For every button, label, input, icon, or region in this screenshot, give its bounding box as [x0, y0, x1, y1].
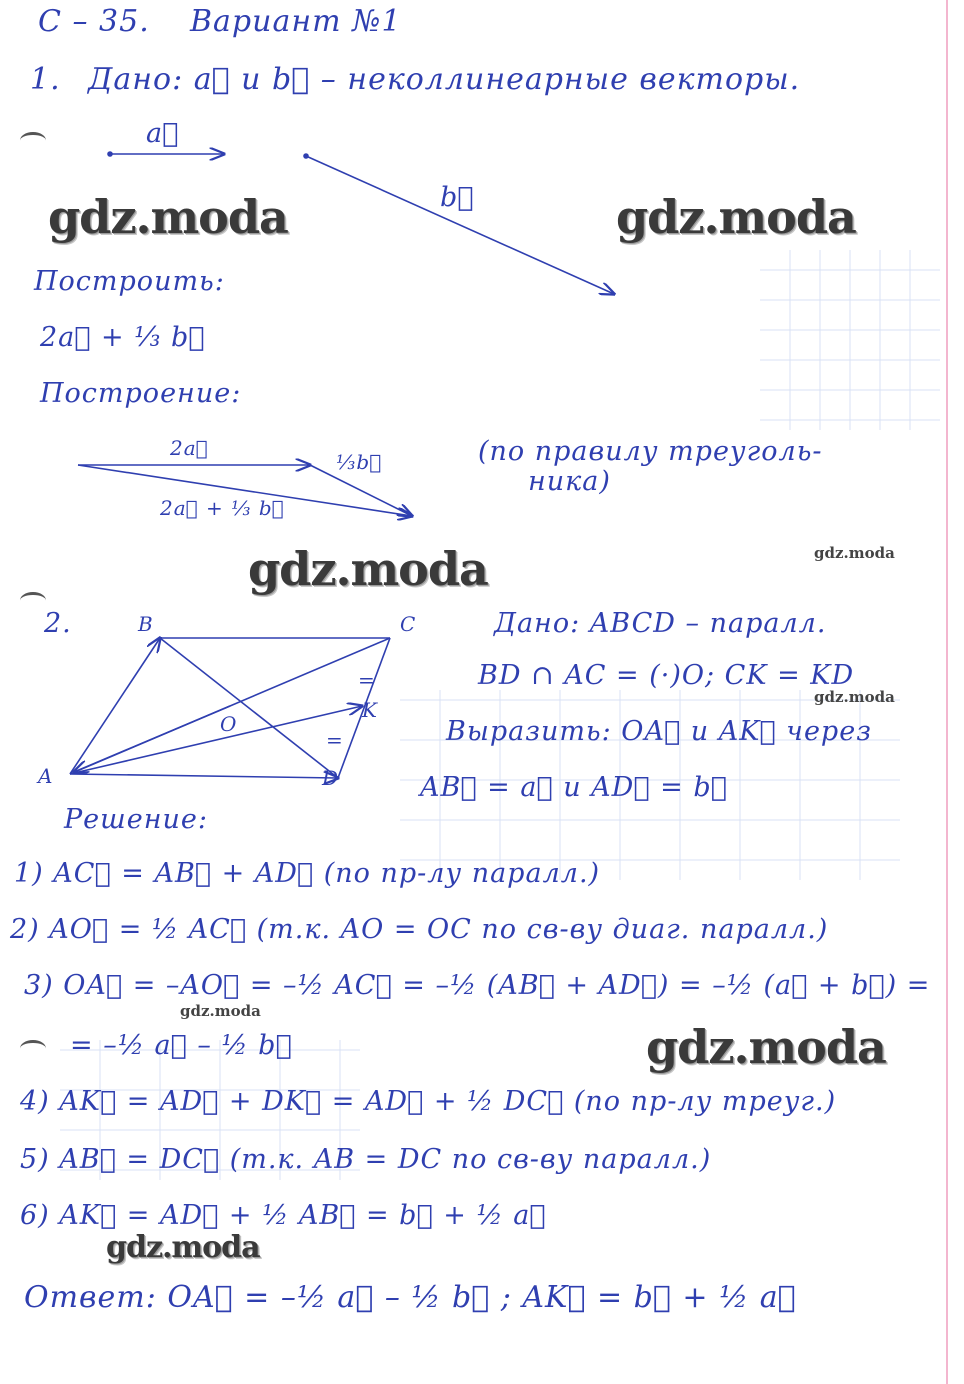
- problem-2-express-1: Выразить: OA⃗ и AK⃗ через: [446, 716, 872, 747]
- vector-b-start: [304, 154, 308, 158]
- solution-step-3-cont: = –½ a⃗ – ½ b⃗: [70, 1030, 293, 1061]
- side-AD: [70, 774, 338, 778]
- solution-step-6: 6) AK⃗ = AD⃗ + ½ AB⃗ = b⃗ + ½ a⃗: [20, 1200, 547, 1231]
- vector-b-label: b⃗: [440, 182, 475, 213]
- vector-AK: [70, 706, 362, 774]
- vector-a-label: a⃗: [146, 118, 180, 149]
- watermark-small: gdz.moda: [814, 544, 895, 562]
- label-2a: 2a⃗: [170, 436, 209, 460]
- point-O: O: [220, 712, 238, 736]
- solution-title: Решение:: [64, 804, 208, 835]
- problem-2-number: 2.: [44, 608, 72, 639]
- watermark-small: gdz.moda: [180, 1002, 261, 1020]
- diagonal-BD: [160, 638, 338, 778]
- label-third-b: ⅓b⃗: [336, 450, 383, 474]
- construct-title: Построить:: [34, 266, 225, 297]
- problem-2-given-2: BD ∩ AC = (·)O; CK = KD: [478, 660, 855, 691]
- watermark: gdz.moda: [248, 542, 488, 596]
- solution-step-4: 4) AK⃗ = AD⃗ + DK⃗ = AD⃗ + ½ DC⃗ (по пр-лу треуг.): [20, 1086, 837, 1117]
- vector-b: [306, 156, 614, 294]
- solution-step-3: 3) OA⃗ = –AO⃗ = –½ AC⃗ = –½ (AB⃗ + AD⃗) = –½ (a⃗ + b⃗) =: [24, 970, 931, 1001]
- solution-step-2: 2) AO⃗ = ½ AC⃗ (т.к. AO = OC по св-ву диаг. паралл.): [10, 914, 829, 945]
- watermark: gdz.moda: [106, 1230, 260, 1265]
- point-K: K: [362, 698, 378, 722]
- variant-title: Вариант №1: [190, 4, 402, 39]
- problem-1-given: Дано: a⃗ и b⃗ – неколлинеарные векторы.: [88, 62, 801, 97]
- problem-1-number: 1.: [30, 62, 61, 97]
- vertex-C: C: [400, 612, 417, 636]
- solution-step-5: 5) AB⃗ = DC⃗ (т.к. AB = DC по св-ву паралл.): [20, 1144, 712, 1175]
- answer-line: Ответ: OA⃗ = –½ a⃗ – ½ b⃗ ; AK⃗ = b⃗ + ½ a⃗: [24, 1280, 797, 1315]
- tick-KD: =: [326, 728, 344, 752]
- rule-note-line-2: ника): [528, 466, 611, 497]
- watermark-small: gdz.moda: [814, 688, 895, 706]
- rule-note-line-1: (по правилу треуголь-: [478, 436, 823, 467]
- side-CD: [338, 638, 390, 778]
- vertex-A: A: [38, 764, 54, 788]
- vector-a-start: [108, 152, 112, 156]
- vector-OA: [74, 706, 230, 772]
- construct-expression: 2a⃗ + ⅓ b⃗: [40, 322, 206, 353]
- label-sum-vector: 2a⃗ + ⅓ b⃗: [160, 496, 285, 520]
- vertex-B: B: [138, 612, 154, 636]
- construction-title: Построение:: [40, 378, 242, 409]
- watermark: gdz.moda: [646, 1020, 886, 1074]
- side-AB: [70, 638, 160, 774]
- problem-2-express-2: AB⃗ = a⃗ и AD⃗ = b⃗: [420, 772, 728, 803]
- tick-CK: =: [358, 668, 376, 692]
- task-code: С – 35.: [38, 4, 150, 39]
- problem-2-given-1: Дано: ABCD – паралл.: [494, 608, 827, 639]
- solution-step-1: 1) AC⃗ = AB⃗ + AD⃗ (по пр-лу паралл.): [14, 858, 601, 889]
- vertex-D: D: [322, 766, 340, 790]
- watermark: gdz.moda: [616, 190, 856, 244]
- watermark: gdz.moda: [48, 190, 288, 244]
